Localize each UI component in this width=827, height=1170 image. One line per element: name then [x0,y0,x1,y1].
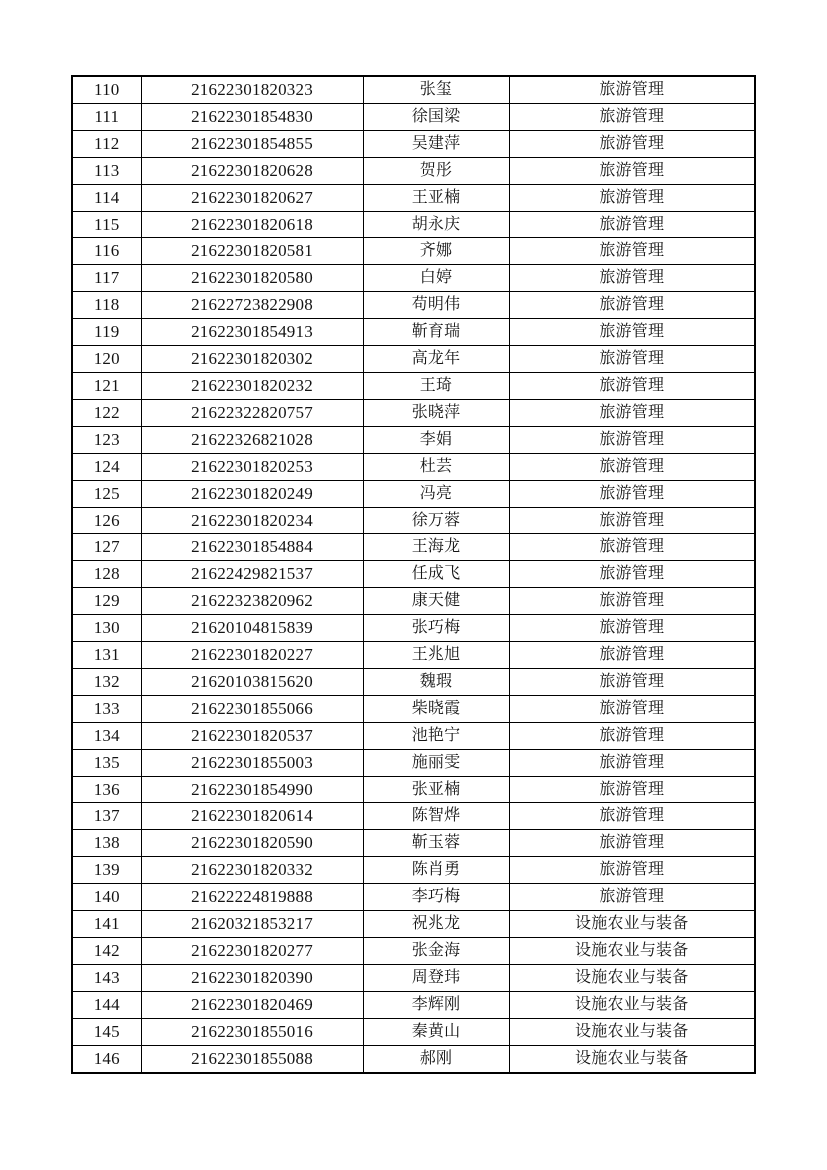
table-row [72,1018,755,1045]
table-row [72,588,755,615]
cell-student-name: 陈肖勇 [363,857,509,884]
table-row [72,372,755,399]
cell-major: 旅游管理 [509,130,755,157]
cell-student-name: 郝刚 [363,1045,509,1072]
cell-major: 旅游管理 [509,534,755,561]
cell-row-number: 126 [72,507,141,534]
cell-student-name: 王亚楠 [363,184,509,211]
cell-student-id: 21622323820962 [141,588,363,615]
cell-major: 设施农业与装备 [509,938,755,965]
cell-student-name: 靳玉蓉 [363,830,509,857]
table-row [72,695,755,722]
cell-major: 旅游管理 [509,615,755,642]
cell-row-number: 144 [72,991,141,1018]
table-row [72,103,755,130]
cell-student-id: 21622301820627 [141,184,363,211]
cell-major: 旅游管理 [509,776,755,803]
cell-student-name: 施丽雯 [363,749,509,776]
table-row [72,884,755,911]
cell-student-id: 21622301820590 [141,830,363,857]
table-row [72,1045,755,1072]
table-row [72,426,755,453]
cell-student-name: 祝兆龙 [363,911,509,938]
table-row [72,399,755,426]
table-row [72,292,755,319]
cell-major: 旅游管理 [509,372,755,399]
cell-student-id: 21622301855066 [141,695,363,722]
cell-row-number: 134 [72,722,141,749]
cell-student-id: 21620103815620 [141,668,363,695]
cell-student-name: 齐娜 [363,238,509,265]
cell-student-id: 21622301854855 [141,130,363,157]
cell-major: 旅游管理 [509,695,755,722]
cell-major: 旅游管理 [509,588,755,615]
table-row [72,803,755,830]
cell-major: 旅游管理 [509,507,755,534]
cell-row-number: 143 [72,964,141,991]
cell-major: 设施农业与装备 [509,1018,755,1045]
table-row [72,776,755,803]
cell-major: 旅游管理 [509,346,755,373]
cell-student-name: 任成飞 [363,561,509,588]
cell-major: 旅游管理 [509,319,755,346]
cell-row-number: 129 [72,588,141,615]
cell-student-id: 21622301820249 [141,480,363,507]
cell-row-number: 141 [72,911,141,938]
cell-major: 旅游管理 [509,265,755,292]
cell-major: 设施农业与装备 [509,964,755,991]
cell-student-name: 苟明伟 [363,292,509,319]
cell-student-id: 21622224819888 [141,884,363,911]
table-body [72,76,755,1073]
cell-student-name: 王海龙 [363,534,509,561]
cell-student-name: 王兆旭 [363,642,509,669]
cell-student-name: 周登玮 [363,964,509,991]
cell-row-number: 118 [72,292,141,319]
cell-student-name: 康天健 [363,588,509,615]
cell-student-name: 魏瑕 [363,668,509,695]
cell-row-number: 145 [72,1018,141,1045]
cell-major: 旅游管理 [509,857,755,884]
cell-student-name: 张亚楠 [363,776,509,803]
cell-major: 旅游管理 [509,211,755,238]
cell-student-id: 21622301820302 [141,346,363,373]
cell-row-number: 112 [72,130,141,157]
cell-major: 旅游管理 [509,76,755,103]
cell-student-name: 贺彤 [363,157,509,184]
cell-row-number: 115 [72,211,141,238]
cell-major: 设施农业与装备 [509,991,755,1018]
cell-row-number: 122 [72,399,141,426]
cell-row-number: 111 [72,103,141,130]
cell-row-number: 113 [72,157,141,184]
table-row [72,615,755,642]
cell-student-name: 白婷 [363,265,509,292]
cell-row-number: 124 [72,453,141,480]
cell-row-number: 132 [72,668,141,695]
cell-row-number: 123 [72,426,141,453]
cell-student-id: 21622723822908 [141,292,363,319]
cell-major: 旅游管理 [509,480,755,507]
cell-student-name: 张巧梅 [363,615,509,642]
table-row [72,453,755,480]
cell-major: 设施农业与装备 [509,1045,755,1072]
cell-student-name: 冯亮 [363,480,509,507]
student-roster-table [71,75,756,1074]
cell-row-number: 131 [72,642,141,669]
cell-student-id: 21620321853217 [141,911,363,938]
cell-student-id: 21622326821028 [141,426,363,453]
cell-student-name: 徐万蓉 [363,507,509,534]
cell-row-number: 136 [72,776,141,803]
table-row [72,319,755,346]
student-roster-table-container [71,75,756,1074]
cell-major: 旅游管理 [509,642,755,669]
cell-student-name: 靳育瑞 [363,319,509,346]
cell-major: 旅游管理 [509,426,755,453]
cell-major: 旅游管理 [509,749,755,776]
cell-student-name: 秦黄山 [363,1018,509,1045]
cell-major: 旅游管理 [509,103,755,130]
cell-major: 旅游管理 [509,561,755,588]
cell-student-name: 王琦 [363,372,509,399]
cell-row-number: 133 [72,695,141,722]
cell-student-id: 21622301854830 [141,103,363,130]
cell-student-id: 21622301855088 [141,1045,363,1072]
cell-student-id: 21622301820277 [141,938,363,965]
cell-student-id: 21622301820227 [141,642,363,669]
cell-student-id: 21622301854884 [141,534,363,561]
cell-student-id: 21622301820581 [141,238,363,265]
cell-major: 旅游管理 [509,803,755,830]
cell-student-id: 21622301855003 [141,749,363,776]
cell-row-number: 119 [72,319,141,346]
table-row [72,857,755,884]
cell-student-name: 徐国梁 [363,103,509,130]
cell-major: 旅游管理 [509,238,755,265]
cell-major: 旅游管理 [509,884,755,911]
cell-major: 旅游管理 [509,722,755,749]
table-row [72,534,755,561]
cell-student-id: 21622301820323 [141,76,363,103]
cell-student-name: 高龙年 [363,346,509,373]
cell-student-name: 李辉刚 [363,991,509,1018]
cell-major: 旅游管理 [509,157,755,184]
cell-student-name: 柴晓霞 [363,695,509,722]
cell-student-id: 21622301820234 [141,507,363,534]
cell-row-number: 130 [72,615,141,642]
cell-row-number: 128 [72,561,141,588]
cell-row-number: 121 [72,372,141,399]
cell-major: 旅游管理 [509,453,755,480]
table-row [72,238,755,265]
table-row [72,911,755,938]
cell-student-id: 21622301820618 [141,211,363,238]
cell-student-id: 21622301855016 [141,1018,363,1045]
cell-row-number: 117 [72,265,141,292]
cell-student-id: 21622301820469 [141,991,363,1018]
table-row [72,964,755,991]
table-row [72,722,755,749]
cell-student-id: 21622301820332 [141,857,363,884]
table-row [72,346,755,373]
cell-student-id: 21622429821537 [141,561,363,588]
cell-student-id: 21622301854913 [141,319,363,346]
table-row [72,830,755,857]
cell-student-id: 21622301820614 [141,803,363,830]
cell-student-id: 21622301820390 [141,964,363,991]
cell-student-id: 21622301820580 [141,265,363,292]
cell-student-name: 池艳宁 [363,722,509,749]
cell-student-name: 张晓萍 [363,399,509,426]
table-row [72,265,755,292]
cell-student-name: 陈智烨 [363,803,509,830]
cell-student-id: 21622322820757 [141,399,363,426]
cell-student-id: 21622301820253 [141,453,363,480]
cell-row-number: 125 [72,480,141,507]
cell-student-id: 21622301820537 [141,722,363,749]
cell-student-name: 胡永庆 [363,211,509,238]
cell-row-number: 146 [72,1045,141,1072]
cell-student-name: 吴建萍 [363,130,509,157]
cell-student-name: 张玺 [363,76,509,103]
table-row [72,668,755,695]
table-row [72,749,755,776]
table-row [72,642,755,669]
cell-row-number: 140 [72,884,141,911]
cell-student-name: 杜芸 [363,453,509,480]
cell-row-number: 142 [72,938,141,965]
cell-row-number: 110 [72,76,141,103]
cell-row-number: 137 [72,803,141,830]
table-row [72,938,755,965]
table-row [72,211,755,238]
cell-row-number: 120 [72,346,141,373]
table-row [72,507,755,534]
cell-major: 旅游管理 [509,668,755,695]
cell-major: 旅游管理 [509,830,755,857]
table-row [72,130,755,157]
cell-row-number: 127 [72,534,141,561]
cell-row-number: 135 [72,749,141,776]
cell-row-number: 114 [72,184,141,211]
cell-major: 旅游管理 [509,399,755,426]
cell-row-number: 139 [72,857,141,884]
cell-student-name: 李巧梅 [363,884,509,911]
cell-row-number: 116 [72,238,141,265]
table-row [72,184,755,211]
cell-student-id: 21622301820232 [141,372,363,399]
cell-student-id: 21622301820628 [141,157,363,184]
table-row [72,76,755,103]
table-row [72,991,755,1018]
cell-major: 旅游管理 [509,292,755,319]
table-row [72,157,755,184]
cell-student-name: 李娟 [363,426,509,453]
cell-row-number: 138 [72,830,141,857]
cell-major: 设施农业与装备 [509,911,755,938]
cell-major: 旅游管理 [509,184,755,211]
cell-student-name: 张金海 [363,938,509,965]
table-row [72,480,755,507]
cell-student-id: 21620104815839 [141,615,363,642]
cell-student-id: 21622301854990 [141,776,363,803]
table-row [72,561,755,588]
